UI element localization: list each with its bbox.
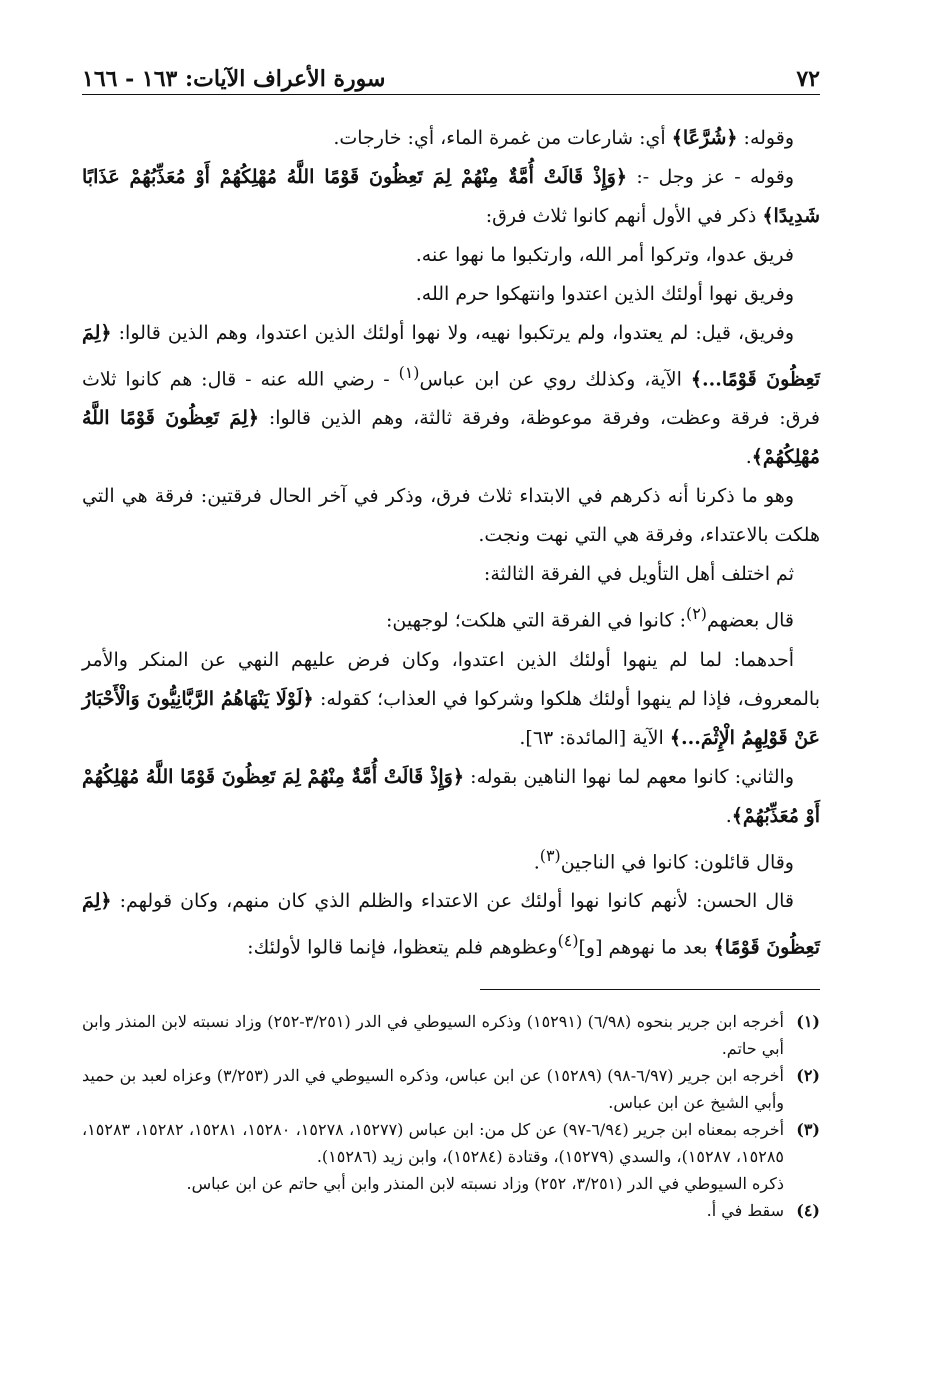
footnote-ref: (٣) (539, 845, 561, 865)
page-number: ٧٢ (796, 66, 820, 92)
footnote (82, 1008, 820, 1062)
footnote-number: (١) (796, 1012, 820, 1032)
paragraph: وقوله - عز وجل -: ﴿وَإِذْ قَالَتْ أُمَّةٌ مِنْهُمْ لِمَ تَعِظُونَ قَوْمًا اللَّهُ مُهْلِكُهُمْ أَوْ مُعَذِّبُهُمْ عَذَابًا شَدِيدًا﴾ ذكر في الأول أنهم كانوا ثلاث فرق: (82, 166, 820, 227)
paragraph: قال الحسن: لأنهم كانوا نهوا أولئك عن الاعتداء والظلم الذي كان منهم، وكان قولهم: ﴿لِمَ تَعِظُونَ قَوْمًا﴾ بعد ما نهوهم [و]$^{(٤)}$وعظوهم فلم يتعظوا، فإنما قالوا لأولئك: (82, 889, 820, 959)
footnote (82, 1197, 820, 1224)
quran-quote: ﴿لَوْلَا يَنْهَاهُمُ الرَّبَّانِيُّونَ وَالْأَحْبَارُ عَنْ قَوْلِهِمُ الْإِثْمَ...﴾ (82, 687, 820, 749)
quran-quote: ﴿وَإِذْ قَالَتْ أُمَّةٌ مِنْهُمْ لِمَ تَعِظُونَ قَوْمًا اللَّهُ مُهْلِكُهُمْ أَوْ مُعَذِّبُهُمْ﴾ (82, 765, 820, 827)
paragraph: أحدهما: لما لم ينهوا أولئك الذين اعتدوا، وكان فرض عليهم النهي عن المنكر والأمر بالمعروف، فإذا لم ينهوا أولئك هلكوا وشركوا في العذاب؛ كقوله: ﴿لَوْلَا يَنْهَاهُمُ الرَّبَّانِيُّونَ وَالْأَحْبَارُ عَنْ قَوْلِهِمُ الْإِثْمَ...﴾ الآية [المائدة: ٦٣]. (82, 648, 820, 749)
paragraph: وهو ما ذكرنا أنه ذكرهم في الابتداء ثلاث فرق، وذكر في آخر الحال فرقتين: فرقة هي التي هلكت بالاعتداء، وفرقة هي التي نهت ونجت. (82, 485, 820, 547)
paragraph: وقال قائلون: كانوا في الناجين$^{(٣)}$. (533, 845, 794, 873)
quran-quote: ﴿شُرَّعًا﴾ (671, 127, 738, 149)
page-header (82, 52, 820, 95)
footnote-divider (480, 989, 820, 990)
footnote (82, 1116, 820, 1170)
paragraph: فريق عدوا، وتركوا أمر الله، وارتكبوا ما نهوا عنه. (415, 244, 794, 266)
quran-quote: ﴿لِمَ تَعِظُونَ قَوْمًا...﴾ (82, 322, 820, 391)
quran-quote: ﴿لِمَ تَعِظُونَ قَوْمًا﴾ (82, 889, 820, 959)
book-page (82, 52, 820, 1224)
footnotes (82, 1008, 820, 1224)
quran-quote: ﴿وَإِذْ قَالَتْ أُمَّةٌ مِنْهُمْ لِمَ تَعِظُونَ قَوْمًا اللَّهُ مُهْلِكُهُمْ أَوْ مُعَذِّبُهُمْ عَذَابًا شَدِيدًا﴾ (82, 166, 820, 227)
paragraph: والثاني: كانوا معهم لما نهوا الناهين بقوله: ﴿وَإِذْ قَالَتْ أُمَّةٌ مِنْهُمْ لِمَ تَعِظُونَ قَوْمًا اللَّهُ مُهْلِكُهُمْ أَوْ مُعَذِّبُهُمْ﴾. (82, 765, 820, 827)
paragraph: وفريق، قيل: لم يعتدوا، ولم يرتكبوا نهيه، ولا نهوا أولئك الذين اعتدوا، وهم الذين قالوا: ﴿لِمَ تَعِظُونَ قَوْمًا...﴾ الآية، وكذلك روي عن ابن عباس$^{(١)}$ - رضي الله عنه - قال: هم كانوا ثلاث فرق: فرقة وعظت، وفرقة موعوظة، وفرقة ثالثة، وهم الذين قالوا: ﴿لِمَ تَعِظُونَ قَوْمًا اللَّهُ مُهْلِكُهُمْ﴾. (82, 322, 821, 469)
footnote-ref: (٢) (686, 604, 707, 624)
paragraph: قال بعضهم$^{(٢)}$: كانوا في الفرقة التي هلكت؛ لوجهين: (385, 604, 794, 632)
footnote (82, 1062, 820, 1116)
footnote-text: أخرجه ابن جرير بنحوه (٦/٩٨) (١٥٢٩١) وذكره السيوطي في الدر (٣/٢٥١-٢٥٢) وزاد نسبته لابن المنذر وابن أبي حاتم. (82, 1012, 784, 1059)
footnote-number: (٣) (796, 1120, 820, 1140)
paragraph: وفريق نهوا أولئك الذين اعتدوا وانتهكوا حرم الله. (415, 283, 794, 305)
footnote-text: أخرجه ابن جرير (٦/٩٧-٩٨) (١٥٢٨٩) عن ابن عباس، وذكره السيوطي في الدر (٣/٢٥٣) وعزاه لعبد بن حميد وأبي الشيخ عن ابن عباس. (82, 1066, 784, 1113)
footnote-number: (٢) (796, 1066, 820, 1086)
paragraph: وقوله: ﴿شُرَّعًا﴾ أي: شارعات من غمرة الماء، أي: خارجات. (333, 127, 794, 149)
footnote-number: (٤) (796, 1201, 820, 1221)
quran-quote: ﴿لِمَ تَعِظُونَ قَوْمًا اللَّهُ مُهْلِكُهُمْ﴾ (82, 407, 820, 469)
footnote-ref: (١) (398, 363, 420, 382)
paragraph: ثم اختلف أهل التأويل في الفرقة الثالثة: (483, 563, 794, 586)
main-text (82, 119, 820, 967)
footnote-text: أخرجه بمعناه ابن جرير (٦/٩٤-٩٧) عن كل من: ابن عباس (١٥٢٧٧، ١٥٢٧٨، ١٥٢٨٠، ١٥٢٨١، ١٥٢٨٢، ١٥٢٨٣، ١٥٢٨٥، ١٥٢٨٧)، والسدي (١٥٢٧٩)، وقتادة (١٥٢٨٤)، وابن زيد (١٥٢٨٦). (82, 1120, 785, 1167)
footnote-text: سقط في أ. (706, 1201, 784, 1221)
running-title: سورة الأعراف الآيات: ١٦٣ - ١٦٦ (82, 66, 386, 92)
footnote-ref: (٤) (557, 930, 579, 950)
footnote-note: ذكره السيوطي في الدر (٣/٢٥١، ٢٥٢) وزاد نسبته لابن المنذر وابن أبي حاتم عن ابن عباس. (186, 1174, 784, 1194)
